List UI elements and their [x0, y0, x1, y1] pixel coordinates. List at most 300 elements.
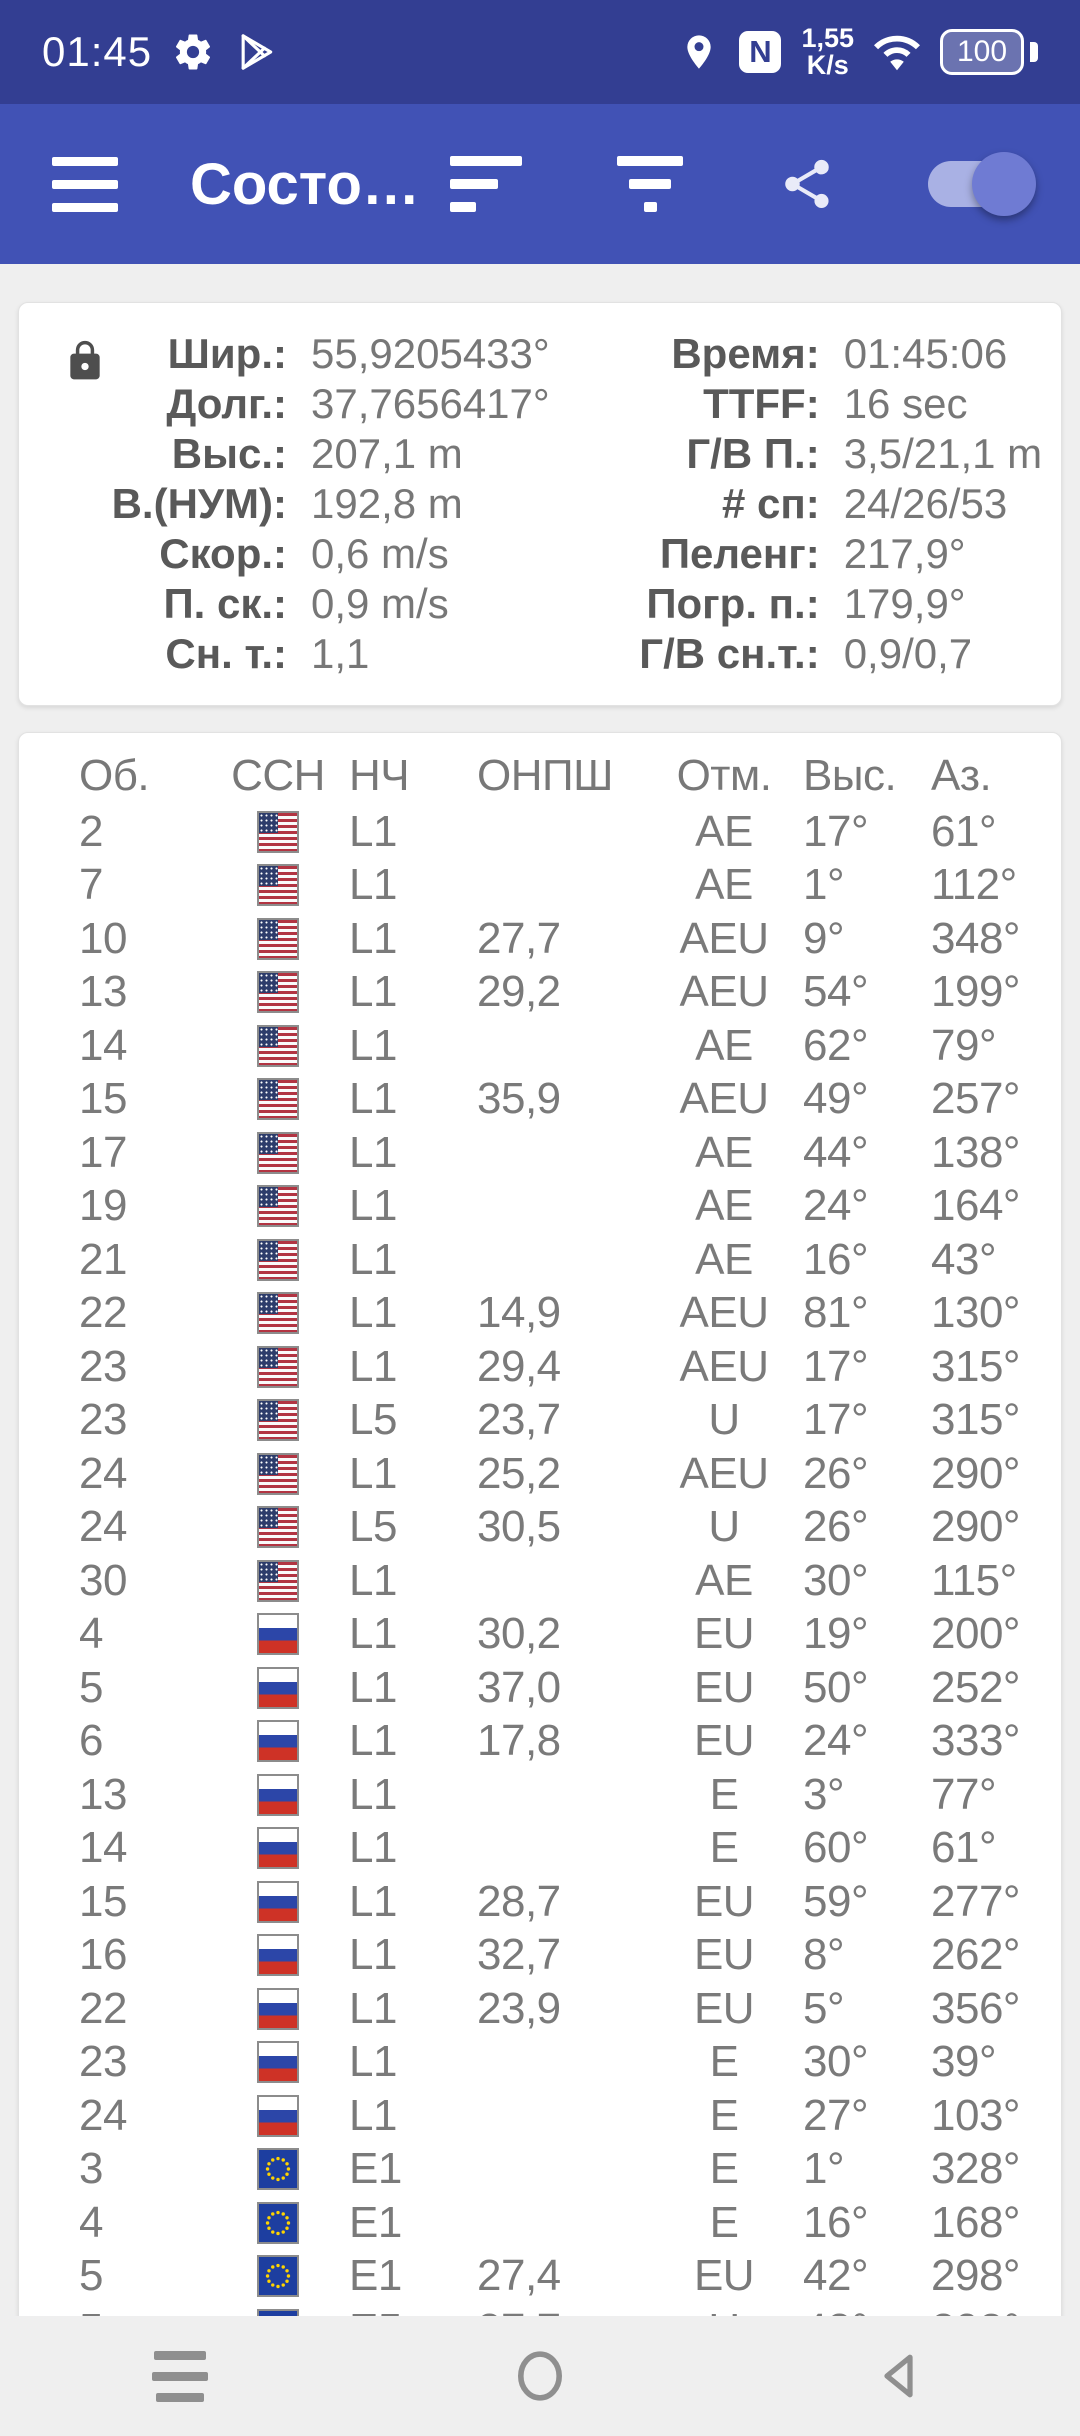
- info-value: 207,1 m: [311, 430, 463, 477]
- azimuth-cell: 61°: [931, 806, 997, 856]
- elevation-cell: 60°: [803, 1823, 869, 1873]
- home-button[interactable]: [480, 2326, 600, 2426]
- info-value: 37,7656417°: [311, 380, 550, 427]
- snr-cell: 35,9: [477, 1074, 561, 1124]
- info-row: [558, 429, 1042, 479]
- battery-indicator: [940, 29, 1024, 75]
- constellation-flag-cell: [207, 1988, 349, 2030]
- info-label: Скор.:: [159, 530, 287, 577]
- elevation-cell: 9°: [803, 913, 845, 963]
- frequency-cell: L1: [349, 1716, 397, 1766]
- azimuth-cell: 328°: [931, 2144, 1021, 2194]
- elevation-cell: 81°: [803, 1288, 869, 1338]
- constellation-flag-cell: [207, 1827, 349, 1869]
- frequency-cell: L1: [349, 1876, 397, 1926]
- frequency-cell: E1: [349, 2144, 402, 2194]
- elevation-cell: 26°: [803, 1502, 869, 1552]
- elevation-cell: 8°: [803, 1930, 845, 1980]
- sat-id-cell: 21: [79, 1234, 127, 1284]
- us-flag-icon: [257, 811, 299, 853]
- info-value: 3,5/21,1 m: [843, 430, 1043, 477]
- azimuth-cell: 290°: [931, 1448, 1021, 1498]
- menu-button[interactable]: [52, 157, 118, 212]
- sat-id-cell: 6: [79, 1716, 103, 1766]
- info-label: Выс.:: [171, 430, 287, 477]
- info-label: Г/В сн.т.:: [639, 630, 820, 677]
- info-value: 16 sec: [843, 380, 968, 427]
- info-row: [59, 479, 550, 529]
- status-bar: [0, 0, 1080, 104]
- status-flags-cell: EU: [693, 1662, 755, 1712]
- snr-cell: 25,2: [477, 1448, 561, 1498]
- us-flag-icon: [257, 1399, 299, 1441]
- info-value: 192,8 m: [311, 480, 463, 527]
- elevation-cell: 62°: [803, 1020, 869, 1070]
- status-flags-cell: E: [709, 2090, 739, 2140]
- status-flags-cell: AEU: [679, 913, 769, 963]
- sat-id-cell: 14: [79, 1020, 127, 1070]
- snr-cell: 28,7: [477, 1876, 561, 1926]
- frequency-cell: L1: [349, 1555, 397, 1605]
- status-flags-cell: EU: [693, 1930, 755, 1980]
- constellation-flag-cell: [207, 1506, 349, 1548]
- sat-id-cell: 16: [79, 1930, 127, 1980]
- frequency-cell: L1: [349, 2037, 397, 2087]
- azimuth-cell: 200°: [931, 1609, 1021, 1659]
- elevation-cell: 16°: [803, 2197, 869, 2247]
- info-row: [558, 529, 1042, 579]
- share-icon: [778, 155, 836, 213]
- table-row: [19, 859, 1061, 913]
- sat-id-cell: 2: [79, 806, 103, 856]
- sat-id-cell: 10: [79, 913, 127, 963]
- constellation-flag-cell: [207, 1667, 349, 1709]
- info-row: [558, 579, 1042, 629]
- table-row: [19, 912, 1061, 966]
- table-header-row: [19, 747, 1061, 805]
- azimuth-cell: 168°: [931, 2197, 1021, 2247]
- snr-cell: 29,2: [477, 967, 561, 1017]
- azimuth-cell: 61°: [931, 1823, 997, 1873]
- sat-id-cell: 24: [79, 1448, 127, 1498]
- constellation-flag-cell: [207, 1613, 349, 1655]
- info-label: В.(НУМ):: [111, 480, 287, 527]
- us-flag-icon: [257, 1346, 299, 1388]
- home-icon: [508, 2344, 572, 2408]
- azimuth-cell: 39°: [931, 2037, 997, 2087]
- info-label: Время:: [671, 330, 820, 377]
- app-bar: [0, 104, 1080, 264]
- elevation-cell: 24°: [803, 1716, 869, 1766]
- status-flags-cell: U: [708, 1502, 740, 1552]
- sat-id-cell: 22: [79, 1983, 127, 2033]
- filter-button[interactable]: [614, 156, 686, 212]
- frequency-cell: L1: [349, 1609, 397, 1659]
- elevation-cell: 1°: [803, 2144, 845, 2194]
- elevation-cell: 26°: [803, 1448, 869, 1498]
- info-row: [558, 629, 1042, 679]
- frequency-cell: L1: [349, 1341, 397, 1391]
- info-row: [558, 479, 1042, 529]
- status-flags-cell: AEU: [679, 967, 769, 1017]
- constellation-flag-cell: [207, 1934, 349, 1976]
- sat-id-cell: 5: [79, 2251, 103, 2301]
- sat-id-cell: 15: [79, 1876, 127, 1926]
- network-speed-unit: K/s: [806, 50, 849, 80]
- status-flags-cell: AEU: [679, 1341, 769, 1391]
- constellation-flag-cell: [207, 1346, 349, 1388]
- snr-cell: 30,5: [477, 1502, 561, 1552]
- info-value: 1,1: [311, 630, 370, 677]
- frequency-cell: L1: [349, 1074, 397, 1124]
- sat-id-cell: 3: [79, 2144, 103, 2194]
- frequency-cell: L1: [349, 2090, 397, 2140]
- elevation-cell: 17°: [803, 1341, 869, 1391]
- status-flags-cell: AE: [695, 1020, 753, 1070]
- eu-flag-icon: [257, 2255, 299, 2297]
- status-flags-cell: E: [709, 1823, 739, 1873]
- info-label: Г/В П.:: [686, 430, 820, 477]
- constellation-flag-cell: [207, 1720, 349, 1762]
- battery-level: 100: [956, 35, 1008, 68]
- table-row: [19, 1340, 1061, 1394]
- us-flag-icon: [257, 918, 299, 960]
- constellation-flag-cell: [207, 2095, 349, 2137]
- azimuth-cell: 315°: [931, 1395, 1021, 1445]
- elevation-cell: 30°: [803, 2037, 869, 2087]
- info-row: [59, 379, 550, 429]
- info-value: 179,9°: [843, 580, 966, 627]
- frequency-cell: L1: [349, 967, 397, 1017]
- frequency-cell: L1: [349, 860, 397, 910]
- location-icon: [679, 32, 719, 72]
- info-label: Сн. т.:: [165, 630, 287, 677]
- frequency-cell: L5: [349, 1395, 397, 1445]
- info-label: Долг.:: [166, 380, 287, 427]
- frequency-cell: L1: [349, 1234, 397, 1284]
- info-right-column: [558, 329, 1042, 679]
- header-cell: Отм.: [676, 751, 772, 800]
- info-label: П. ск.:: [163, 580, 287, 627]
- power-toggle-knob: [972, 152, 1036, 216]
- status-flags-cell: AE: [695, 1127, 753, 1177]
- eu-flag-icon: [257, 2148, 299, 2190]
- table-row: [19, 1822, 1061, 1876]
- snr-cell: 17,8: [477, 1716, 561, 1766]
- battery-nub: [1030, 42, 1038, 62]
- table-row: [19, 1019, 1061, 1073]
- ru-flag-icon: [257, 1988, 299, 2030]
- azimuth-cell: 252°: [931, 1662, 1021, 1712]
- table-row: [19, 1929, 1061, 1983]
- constellation-flag-cell: [207, 864, 349, 906]
- constellation-flag-cell: [207, 918, 349, 960]
- sat-id-cell: 19: [79, 1181, 127, 1231]
- satellite-table-body: [19, 805, 1061, 2357]
- elevation-cell: 1°: [803, 860, 845, 910]
- table-row: [19, 1394, 1061, 1448]
- azimuth-cell: 77°: [931, 1769, 997, 1819]
- info-row: [59, 629, 550, 679]
- azimuth-cell: 298°: [931, 2251, 1021, 2301]
- status-flags-cell: AE: [695, 1181, 753, 1231]
- table-row: [19, 1287, 1061, 1341]
- share-button[interactable]: [778, 155, 836, 213]
- constellation-flag-cell: [207, 1453, 349, 1495]
- status-flags-cell: AE: [695, 860, 753, 910]
- page-title: Состо…: [190, 151, 420, 217]
- frequency-cell: L5: [349, 1502, 397, 1552]
- header-cell: НЧ: [349, 751, 410, 800]
- sat-id-cell: 23: [79, 2037, 127, 2087]
- info-value: 0,9/0,7: [843, 630, 973, 677]
- constellation-flag-cell: [207, 811, 349, 853]
- frequency-cell: L1: [349, 1983, 397, 2033]
- sat-id-cell: 4: [79, 2197, 103, 2247]
- azimuth-cell: 356°: [931, 1983, 1021, 2033]
- frequency-cell: E1: [349, 2197, 402, 2247]
- elevation-cell: 17°: [803, 806, 869, 856]
- elevation-cell: 27°: [803, 2090, 869, 2140]
- azimuth-cell: 115°: [931, 1555, 1017, 1605]
- recents-button[interactable]: [120, 2326, 240, 2426]
- info-value: 01:45:06: [843, 330, 1008, 377]
- us-flag-icon: [257, 971, 299, 1013]
- constellation-flag-cell: [207, 2041, 349, 2083]
- eu-flag-icon: [257, 2202, 299, 2244]
- status-flags-cell: AEU: [679, 1288, 769, 1338]
- table-row: [19, 1554, 1061, 1608]
- azimuth-cell: 79°: [931, 1020, 997, 1070]
- table-row: [19, 2089, 1061, 2143]
- status-flags-cell: U: [708, 1395, 740, 1445]
- ru-flag-icon: [257, 1667, 299, 1709]
- ru-flag-icon: [257, 1827, 299, 1869]
- elevation-cell: 19°: [803, 1609, 869, 1659]
- table-row: [19, 2143, 1061, 2197]
- table-row: [19, 1661, 1061, 1715]
- status-flags-cell: EU: [693, 1609, 755, 1659]
- status-flags-cell: EU: [693, 1876, 755, 1926]
- frequency-cell: L1: [349, 1181, 397, 1231]
- sat-id-cell: 13: [79, 1769, 127, 1819]
- snr-cell: 37,0: [477, 1662, 561, 1712]
- azimuth-cell: 43°: [931, 1234, 997, 1284]
- info-label: # сп:: [721, 480, 820, 527]
- info-value: 0,6 m/s: [311, 530, 449, 577]
- status-flags-cell: AE: [695, 1555, 753, 1605]
- elevation-cell: 54°: [803, 967, 869, 1017]
- frequency-cell: L1: [349, 1662, 397, 1712]
- sat-id-cell: 30: [79, 1555, 127, 1605]
- play-store-icon: [234, 30, 278, 74]
- network-speed: [801, 25, 854, 79]
- constellation-flag-cell: [207, 1078, 349, 1120]
- table-row: [19, 1073, 1061, 1127]
- status-flags-cell: AE: [695, 806, 753, 856]
- info-label: Погр. п.:: [646, 580, 820, 627]
- table-row: [19, 1126, 1061, 1180]
- elevation-cell: 17°: [803, 1395, 869, 1445]
- constellation-flag-cell: [207, 1132, 349, 1174]
- info-value: 24/26/53: [843, 480, 1008, 527]
- snr-cell: 14,9: [477, 1288, 561, 1338]
- content-area: [0, 264, 1080, 2432]
- constellation-flag-cell: [207, 1185, 349, 1227]
- info-row: [558, 329, 1042, 379]
- sat-id-cell: 15: [79, 1074, 127, 1124]
- sat-id-cell: 23: [79, 1341, 127, 1391]
- info-left-column: [59, 329, 550, 679]
- info-row: [59, 529, 550, 579]
- ru-flag-icon: [257, 1720, 299, 1762]
- elevation-cell: 50°: [803, 1662, 869, 1712]
- constellation-flag-cell: [207, 1239, 349, 1281]
- us-flag-icon: [257, 1025, 299, 1067]
- back-button[interactable]: [840, 2326, 960, 2426]
- snr-cell: 27,7: [477, 913, 561, 963]
- frequency-cell: L1: [349, 1769, 397, 1819]
- azimuth-cell: 315°: [931, 1341, 1021, 1391]
- sort-button[interactable]: [450, 156, 522, 212]
- network-speed-value: 1,55: [801, 23, 854, 53]
- azimuth-cell: 112°: [931, 860, 1017, 910]
- header-cell: Об.: [79, 751, 150, 800]
- status-flags-cell: AEU: [679, 1074, 769, 1124]
- elevation-cell: 59°: [803, 1876, 869, 1926]
- us-flag-icon: [257, 864, 299, 906]
- elevation-cell: 16°: [803, 1234, 869, 1284]
- table-row: [19, 1715, 1061, 1769]
- sat-id-cell: 24: [79, 2090, 127, 2140]
- status-flags-cell: E: [709, 1769, 739, 1819]
- ru-flag-icon: [257, 1934, 299, 1976]
- status-flags-cell: EU: [693, 1983, 755, 2033]
- satellite-table-card[interactable]: [18, 732, 1062, 2432]
- us-flag-icon: [257, 1132, 299, 1174]
- azimuth-cell: 130°: [931, 1288, 1021, 1338]
- info-label: Шир.:: [167, 330, 287, 377]
- azimuth-cell: 348°: [931, 913, 1021, 963]
- us-flag-icon: [257, 1292, 299, 1334]
- azimuth-cell: 290°: [931, 1502, 1021, 1552]
- status-flags-cell: E: [709, 2197, 739, 2247]
- table-row: [19, 1875, 1061, 1929]
- azimuth-cell: 277°: [931, 1876, 1021, 1926]
- frequency-cell: L1: [349, 1448, 397, 1498]
- sat-id-cell: 7: [79, 860, 103, 910]
- constellation-flag-cell: [207, 971, 349, 1013]
- frequency-cell: L1: [349, 1930, 397, 1980]
- snr-cell: 27,4: [477, 2251, 561, 2301]
- status-flags-cell: E: [709, 2037, 739, 2087]
- frequency-cell: L1: [349, 806, 397, 856]
- header-cell: ОНПШ: [477, 751, 613, 800]
- azimuth-cell: 333°: [931, 1716, 1021, 1766]
- lock-icon: [63, 339, 107, 388]
- wifi-icon: [874, 29, 920, 75]
- elevation-cell: 30°: [803, 1555, 869, 1605]
- sat-id-cell: 17: [79, 1127, 127, 1177]
- info-row: [59, 429, 550, 479]
- table-row: [19, 2250, 1061, 2304]
- constellation-flag-cell: [207, 1292, 349, 1334]
- sat-id-cell: 4: [79, 1609, 103, 1659]
- table-row: [19, 1982, 1061, 2036]
- us-flag-icon: [257, 1560, 299, 1602]
- recents-icon: [152, 2351, 208, 2402]
- table-row: [19, 1233, 1061, 1287]
- elevation-cell: 44°: [803, 1127, 869, 1177]
- elevation-cell: 5°: [803, 1983, 845, 2033]
- header-cell: Выс.: [803, 751, 897, 800]
- frequency-cell: L1: [349, 1288, 397, 1338]
- frequency-cell: E1: [349, 2251, 402, 2301]
- constellation-flag-cell: [207, 1025, 349, 1067]
- snr-cell: 30,2: [477, 1609, 561, 1659]
- constellation-flag-cell: [207, 2202, 349, 2244]
- info-label: Пеленг:: [659, 530, 820, 577]
- info-row: [59, 579, 550, 629]
- us-flag-icon: [257, 1506, 299, 1548]
- azimuth-cell: 199°: [931, 967, 1021, 1017]
- elevation-cell: 42°: [803, 2251, 869, 2301]
- status-flags-cell: AEU: [679, 1448, 769, 1498]
- status-flags-cell: EU: [693, 2251, 755, 2301]
- table-row: [19, 2036, 1061, 2090]
- table-row: [19, 2196, 1061, 2250]
- table-row: [19, 1180, 1061, 1234]
- us-flag-icon: [257, 1453, 299, 1495]
- constellation-flag-cell: [207, 1399, 349, 1441]
- frequency-cell: L1: [349, 1823, 397, 1873]
- header-cell: Аз.: [931, 751, 992, 800]
- sat-id-cell: 23: [79, 1395, 127, 1445]
- ru-flag-icon: [257, 2041, 299, 2083]
- sat-id-cell: 13: [79, 967, 127, 1017]
- snr-cell: 29,4: [477, 1341, 561, 1391]
- elevation-cell: 3°: [803, 1769, 845, 1819]
- info-value: 217,9°: [843, 530, 966, 577]
- ru-flag-icon: [257, 1774, 299, 1816]
- gear-icon: [172, 31, 214, 73]
- table-row: [19, 1608, 1061, 1662]
- constellation-flag-cell: [207, 2148, 349, 2190]
- us-flag-icon: [257, 1239, 299, 1281]
- snr-cell: 32,7: [477, 1930, 561, 1980]
- sat-id-cell: 14: [79, 1823, 127, 1873]
- us-flag-icon: [257, 1185, 299, 1227]
- frequency-cell: L1: [349, 913, 397, 963]
- info-value: 0,9 m/s: [311, 580, 449, 627]
- clock: 01:45: [42, 28, 153, 75]
- sat-id-cell: 24: [79, 1502, 127, 1552]
- table-row: [19, 1447, 1061, 1501]
- constellation-flag-cell: [207, 1560, 349, 1602]
- power-toggle[interactable]: [928, 161, 1028, 207]
- sat-id-cell: 5: [79, 1662, 103, 1712]
- status-flags-cell: AE: [695, 1234, 753, 1284]
- frequency-cell: L1: [349, 1020, 397, 1070]
- ru-flag-icon: [257, 2095, 299, 2137]
- snr-cell: 23,7: [477, 1395, 561, 1445]
- us-flag-icon: [257, 1078, 299, 1120]
- info-row: [59, 329, 550, 379]
- elevation-cell: 49°: [803, 1074, 869, 1124]
- table-row: [19, 1501, 1061, 1555]
- table-row: [19, 805, 1061, 859]
- back-icon: [870, 2346, 930, 2406]
